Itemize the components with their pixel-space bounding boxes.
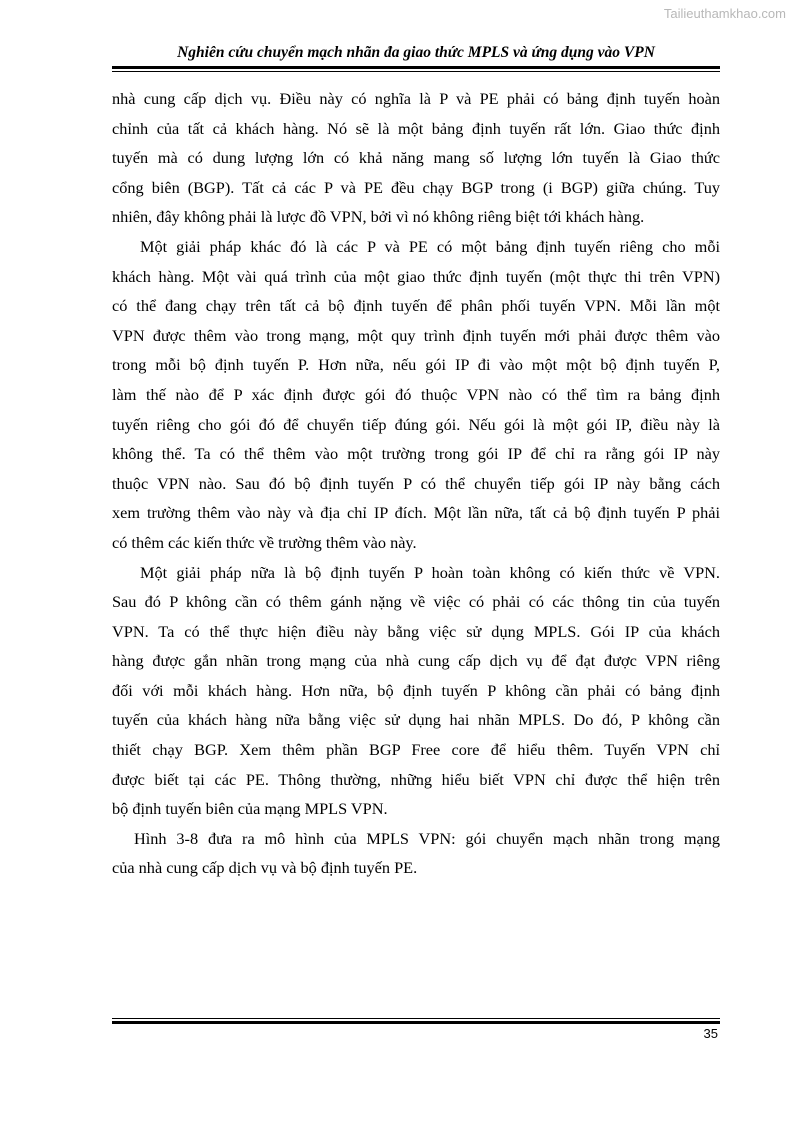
text-line: chỉnh của tất cả khách hàng. Nó sẽ là một bảng định tuyến rất lớn. Giao thức định: [112, 118, 720, 138]
page-number: 35: [703, 1026, 718, 1041]
text-line: cổng biên (BGP). Tất cả các P và PE đều chạy BGP trong (i BGP) giữa chúng. Tuy: [112, 177, 720, 197]
text-line: Sau đó P không cần có thêm gánh nặng về việc có phải có các thông tin của tuyến: [112, 592, 720, 612]
text-line: trong mỗi bộ định tuyến P. Hơn nữa, nếu gói IP đi vào một một bộ định tuyến P,: [112, 355, 720, 375]
text-line: được biết tại các PE. Thông thường, những hiểu biết VPN chỉ được thể hiện trên: [112, 769, 720, 789]
body-text: [112, 84, 720, 883]
watermark: Tailieuthamkhao.com: [663, 6, 786, 21]
text-line: thiết chạy BGP. Xem thêm phần BGP Free core để hiểu thêm. Tuyến VPN chỉ: [112, 740, 720, 760]
text-line: thuộc VPN nào. Sau đó bộ định tuyến P có thể chuyển tiếp gói IP này bằng cách: [112, 473, 720, 493]
text-line: tuyến riêng cho gói đó để chuyển tiếp đúng gói. Nếu gói là một gói IP, điều này là: [112, 414, 720, 434]
text-line: có thêm các kiến thức về trường thêm vào này.: [112, 532, 417, 552]
paragraph: [112, 558, 720, 824]
text-line: đối với mỗi khách hàng. Hơn nữa, bộ định tuyến P không cần phải có bảng định: [112, 680, 720, 700]
text-line: Một giải pháp khác đó là các P và PE có một bảng định tuyến riêng cho mỗi: [140, 236, 720, 256]
text-line: tuyến mà có dung lượng lớn có khả năng mang số lượng lớn tuyến là Giao thức: [112, 148, 720, 168]
text-line: của nhà cung cấp dịch vụ và bộ định tuyến PE.: [112, 858, 418, 878]
text-line: xem trường thêm vào này và địa chỉ IP đích. Một lần nữa, tất cả bộ định tuyến P phải: [112, 503, 720, 523]
text-line: hàng được gắn nhãn trong mạng của nhà cung cấp dịch vụ để đạt được VPN riêng: [112, 651, 720, 671]
paragraph: [112, 232, 720, 558]
text-line: khách hàng. Một vài quá trình của một giao thức định tuyến (một thực thi trên VPN): [112, 266, 720, 286]
footer-rule-thin: [112, 1018, 720, 1019]
footer-rule-thick: [112, 1021, 720, 1024]
text-line: làm thế nào để P xác định được gói đó thuộc VPN nào có thể tìm ra bảng định: [112, 384, 720, 404]
paragraph: [112, 824, 720, 883]
text-line: VPN. Ta có thể thực hiện điều này bằng việc sử dụng MPLS. Gói IP của khách: [112, 621, 720, 641]
header-rule-thin: [112, 71, 720, 72]
text-line: không thể. Ta có thể thêm vào một trường trong gói IP để chỉ ra rằng gói IP này: [112, 444, 720, 464]
paragraph: [112, 84, 720, 232]
header-rule-thick: [112, 66, 720, 69]
text-line: nhiên, đây không phải là lược đồ VPN, bởi vì nó không riêng biệt tới khách hàng.: [112, 207, 645, 227]
page-header-title: Nghiên cứu chuyển mạch nhãn đa giao thức MPLS và ứng dụng vào VPN: [177, 44, 655, 61]
text-line: có thể đang chạy trên tất cả bộ định tuyến để phân phối tuyến VPN. Mỗi lần một: [112, 296, 720, 316]
text-line: Hình 3-8 đưa ra mô hình của MPLS VPN: gói chuyển mạch nhãn trong mạng: [134, 828, 720, 848]
text-line: Một giải pháp nữa là bộ định tuyến P hoàn toàn không có kiến thức về VPN.: [140, 562, 720, 582]
text-line: VPN được thêm vào trong mạng, một quy trình định tuyến mới phải được thêm vào: [112, 325, 720, 345]
text-line: nhà cung cấp dịch vụ. Điều này có nghĩa là P và PE phải có bảng định tuyến hoàn: [112, 89, 720, 108]
text-line: bộ định tuyến biên của mạng MPLS VPN.: [112, 799, 388, 819]
text-line: tuyến của khách hàng nữa bằng việc sử dụng hai nhãn MPLS. Do đó, P không cần: [112, 710, 720, 730]
